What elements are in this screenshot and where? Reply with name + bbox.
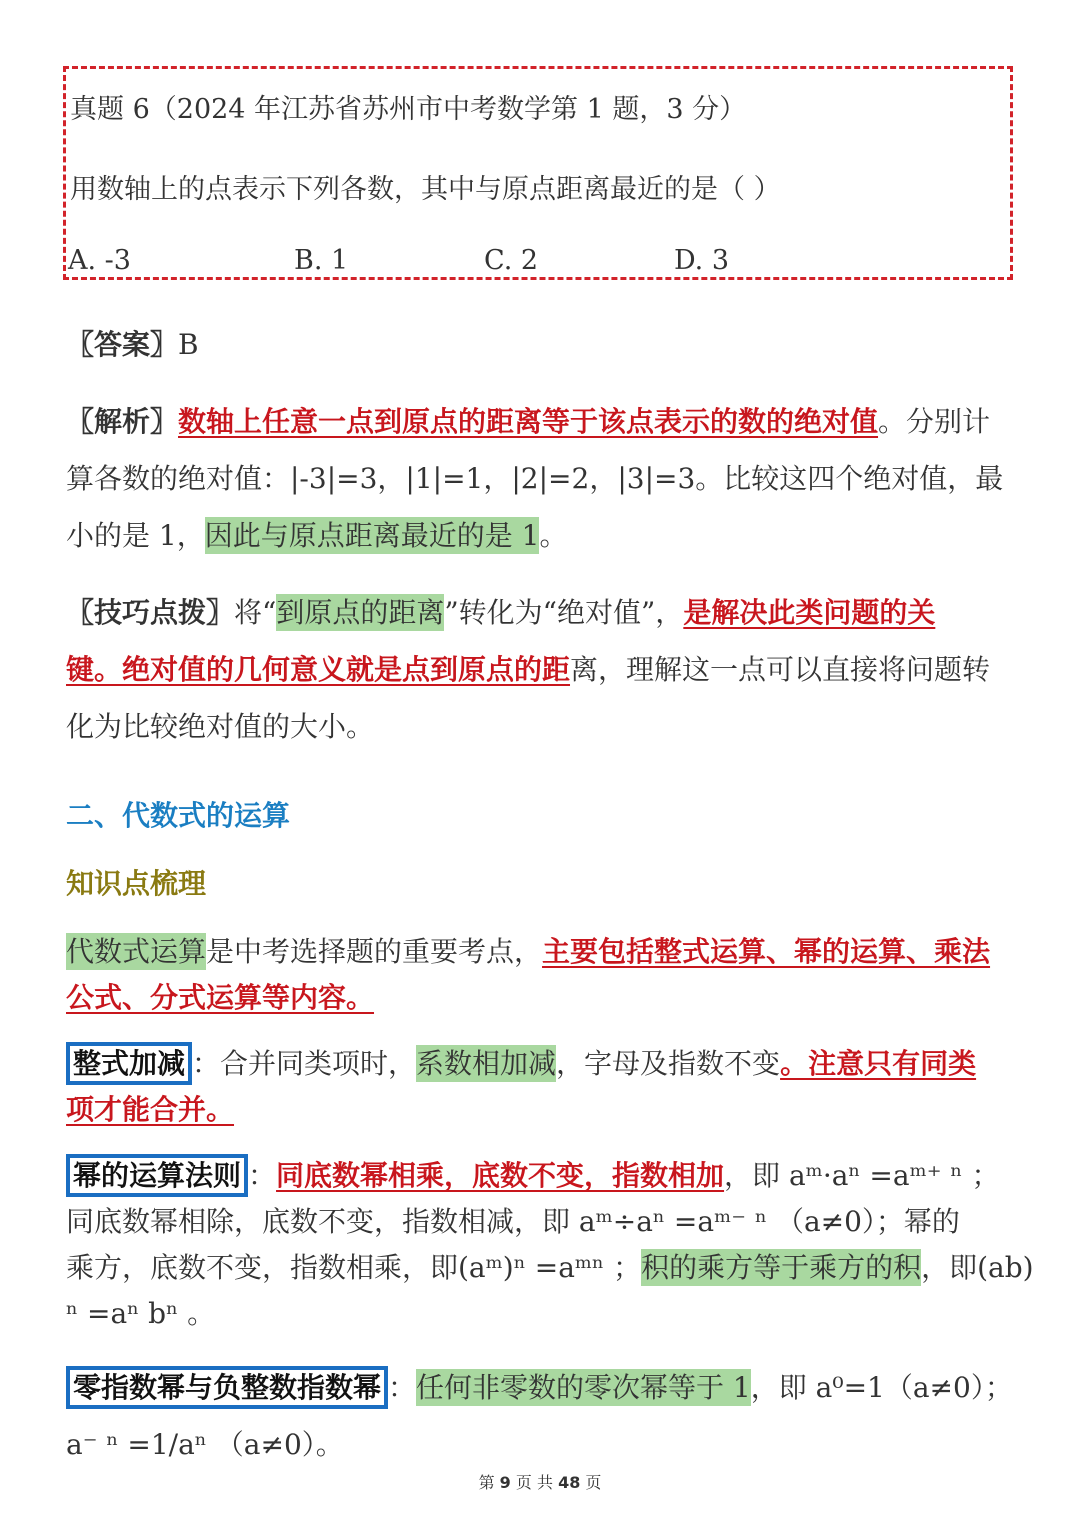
power-line-3 [66, 1246, 1034, 1286]
tip-text: 将“ [234, 596, 277, 629]
question-title: 真题 6（2024 年江苏省苏州市中考数学第 1 题，3 分） [70, 94, 747, 125]
add-key: 项才能合并。 [66, 1093, 235, 1126]
add-line-1 [66, 1042, 976, 1082]
footer-page-number: 9 [499, 1473, 511, 1492]
tip-line-3: 化为比较绝对值的大小。 [66, 710, 375, 743]
add-line-2 [66, 1088, 234, 1128]
power-text: ： [248, 1159, 277, 1192]
footer-total-pages: 48 [558, 1473, 581, 1492]
footer-text: 页 [580, 1473, 602, 1492]
analysis-text: 。 [539, 519, 568, 552]
zero-line-1 [66, 1366, 1013, 1406]
intro-text: 是中考选择题的重要考点， [206, 935, 543, 968]
tip-line-2 [66, 648, 990, 688]
power-line-4: ⁿ =aⁿ bⁿ 。 [66, 1297, 216, 1330]
footer-text: 页 共 [510, 1473, 559, 1492]
tip-line-1 [66, 591, 935, 631]
power-tag: 幂的运算法则 [66, 1154, 248, 1197]
zero-tag: 零指数幂与负整数指数幂 [66, 1366, 388, 1409]
zero-highlight: 任何非零数的零次幂等于 1 [416, 1371, 751, 1404]
tip-text: ”转化为“绝对值”， [444, 596, 684, 629]
zero-text: ，即 a⁰=1（a≠0）； [750, 1371, 1013, 1404]
power-highlight: 积的乘方等于乘方的积 [641, 1251, 922, 1284]
analysis-text: 。分别计 [878, 405, 991, 438]
intro-key: 主要包括整式运算、幂的运算、乘法 [542, 935, 991, 968]
question-stem: 用数轴上的点表示下列各数，其中与原点距离最近的是（ ） [70, 174, 781, 205]
tip-highlight: 到原点的距离 [276, 596, 445, 629]
add-highlight: 系数相加减 [416, 1047, 557, 1080]
power-text: 乘方，底数不变，指数相乘，即(aᵐ)ⁿ =aᵐⁿ ； [66, 1251, 642, 1284]
analysis-key: 数轴上任意一点到原点的距离等于该点表示的数的绝对值 [178, 405, 879, 438]
add-tag: 整式加减 [66, 1042, 192, 1085]
question-box [63, 66, 1013, 280]
add-key: 。注意只有同类 [780, 1047, 977, 1080]
analysis-line-3 [66, 514, 567, 554]
power-text: ，即 aᵐ·aⁿ =aᵐ⁺ ⁿ ； [724, 1159, 1000, 1192]
tip-text: 离，理解这一点可以直接将问题转 [570, 653, 991, 686]
answer-line [66, 323, 199, 363]
option-d: D. 3 [674, 245, 730, 276]
intro-line-1 [66, 930, 990, 970]
power-key: 同底数幂相乘，底数不变，指数相加 [276, 1159, 725, 1192]
intro-highlight: 代数式运算 [66, 935, 207, 968]
option-b: B. 1 [294, 245, 349, 276]
tip-label: 〖技巧点拨〗 [66, 596, 235, 629]
analysis-line-1 [66, 400, 990, 440]
option-a: A. -3 [68, 245, 131, 276]
analysis-text: 小的是 1， [66, 519, 205, 552]
intro-line-2 [66, 976, 374, 1016]
add-text: ，字母及指数不变 [556, 1047, 781, 1080]
zero-text: ： [388, 1371, 417, 1404]
answer-value: B [178, 328, 199, 361]
section-subtitle: 知识点梳理 [66, 867, 207, 900]
tip-key: 是解决此类问题的关 [683, 596, 936, 629]
answer-label: 〖答案〗 [66, 328, 179, 361]
analysis-highlight: 因此与原点距离最近的是 1 [204, 519, 540, 552]
zero-line-2: a⁻ ⁿ =1/aⁿ （a≠0）。 [66, 1428, 344, 1461]
page-footer [0, 1470, 1080, 1493]
power-line-2: 同底数幂相除，底数不变，指数相减，即 aᵐ÷aⁿ =aᵐ⁻ ⁿ （a≠0）；幂的 [66, 1205, 960, 1238]
section-title: 二、代数式的运算 [66, 799, 291, 832]
power-line-1 [66, 1154, 999, 1194]
footer-text: 第 [478, 1473, 500, 1492]
option-c: C. 2 [484, 245, 539, 276]
intro-key: 公式、分式运算等内容。 [66, 981, 375, 1014]
add-text: ：合并同类项时， [192, 1047, 417, 1080]
tip-key: 键。绝对值的几何意义就是点到原点的距 [66, 653, 571, 686]
analysis-label: 〖解析〗 [66, 405, 179, 438]
power-text: ，即(ab) [921, 1251, 1034, 1284]
analysis-line-2: 算各数的绝对值：|-3|=3，|1|=1，|2|=2，|3|=3。比较这四个绝对值，最 [66, 462, 1004, 495]
